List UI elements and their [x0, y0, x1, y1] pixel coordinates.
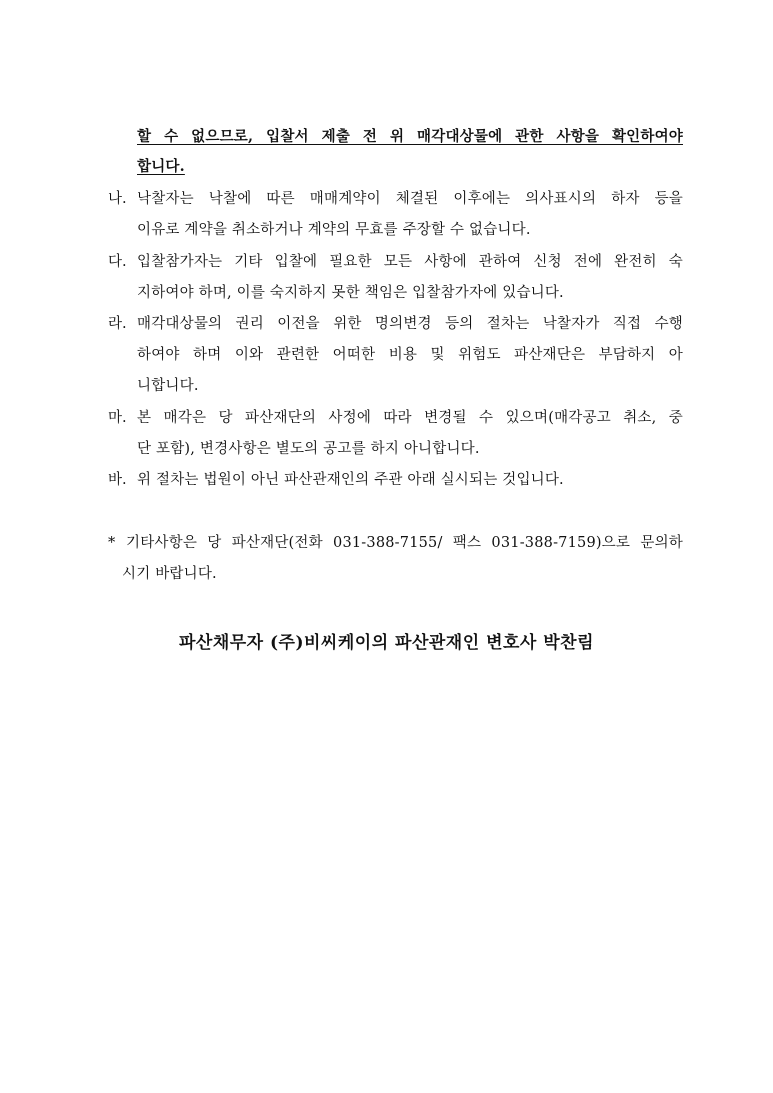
item-ma-line-1-text: 본 매각은 당 파산재단의 사정에 따라 변경될 수 있으며(매각공고 취소, 중: [137, 410, 683, 426]
item-marker-da: 다.: [108, 254, 127, 270]
item-ra-line-2-text: 하여야 하며 이와 관련한 어떠한 비용 및 위험도 파산재단은 부담하지 아: [137, 347, 683, 363]
item-da-line-1: [137, 252, 683, 272]
item-marker-ra: 라.: [108, 316, 127, 332]
item-ma-line-2: 단 포함), 변경사항은 별도의 공고를 하지 아니합니다.: [137, 441, 480, 457]
intro-line-1: [137, 127, 683, 147]
item-na-line-1-text: 낙찰자는 낙찰에 따른 매매계약이 체결된 이후에는 의사표시의 하자 등을: [137, 191, 683, 207]
item-ra-line-3: 니합니다.: [137, 378, 199, 394]
item-na-line-1: [137, 189, 683, 209]
note-marker: *: [108, 535, 116, 551]
item-marker-ba: 바.: [108, 472, 127, 488]
intro-line-1-text: 할 수 없으므로, 입찰서 제출 전 위 매각대상물에 관한 사항을 확인하여야: [137, 128, 683, 145]
item-marker-na: 나.: [108, 191, 127, 207]
note-line-2: 시기 바랍니다.: [122, 566, 217, 582]
item-ma-line-1: [137, 408, 683, 428]
note-line-1-text: 기타사항은 당 파산재단(전화 031-388-7155/ 팩스 031-388-7159)으로 문의하: [126, 535, 683, 551]
item-na-line-2: 이유로 계약을 취소하거나 계약의 무효를 주장할 수 없습니다.: [137, 222, 531, 238]
item-marker-ma: 마.: [108, 410, 127, 426]
item-ra-line-1-text: 매각대상물의 권리 이전을 위한 명의변경 등의 절차는 낙찰자가 직접 수행: [137, 316, 683, 332]
intro-line-2: 합니다.: [137, 158, 185, 175]
item-da-line-2: 지하여야 하며, 이를 숙지하지 못한 책임은 입찰참가자에 있습니다.: [137, 285, 564, 301]
item-ra-line-2: [137, 345, 683, 365]
note-line-1: [126, 533, 683, 553]
item-da-line-1-text: 입찰참가자는 기타 입찰에 필요한 모든 사항에 관하여 신청 전에 완전히 숙: [137, 254, 683, 270]
item-ra-line-1: [137, 314, 683, 334]
signature-line: 파산채무자 (주)비씨케이의 파산관재인 변호사 박찬림: [178, 633, 595, 653]
item-ba-line-1: 위 절차는 법원이 아닌 파산관재인의 주관 아래 실시되는 것입니다.: [137, 472, 564, 488]
